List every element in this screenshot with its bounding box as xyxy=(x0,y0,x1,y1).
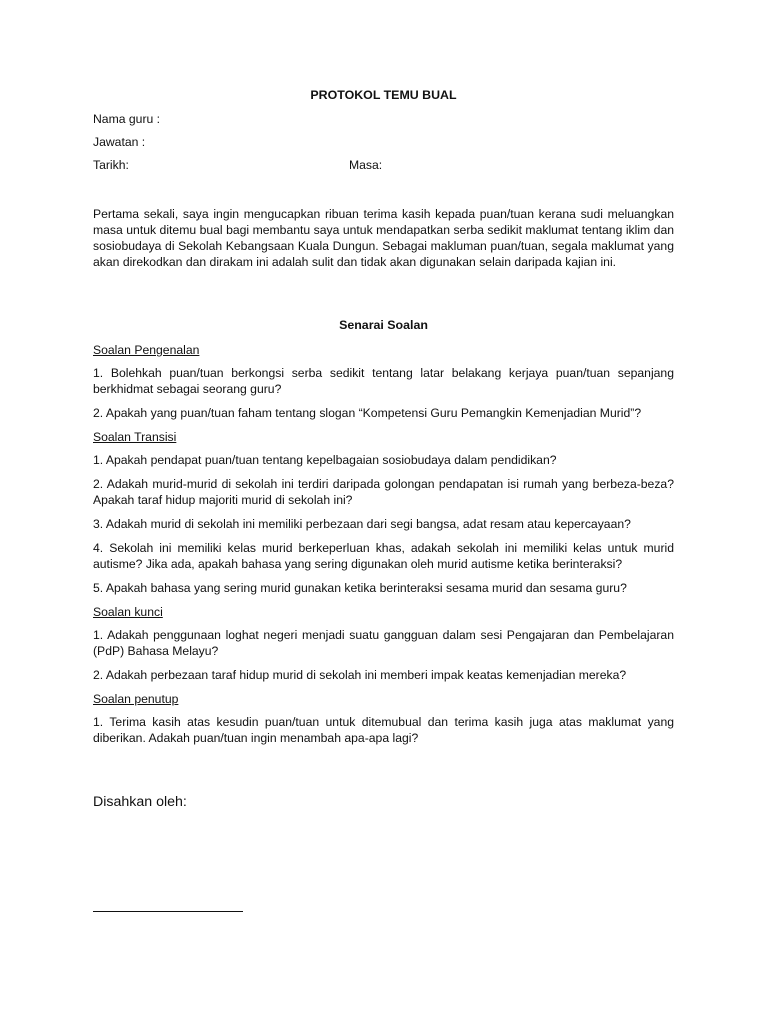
question-item: 1. Bolehkah puan/tuan berkongsi serba sedikit tentang latar belakang kerjaya puan/tuan sepanjang berkhidmat sebagai seorang guru? xyxy=(93,366,674,396)
section-penutup xyxy=(93,691,674,746)
question-sections xyxy=(93,342,674,754)
section-heading: Soalan Pengenalan xyxy=(93,343,200,357)
question-item: 1. Adakah penggunaan loghat negeri menjadi suatu gangguan dalam sesi Pengajaran dan Pembelajaran (PdP) Bahasa Melayu? xyxy=(93,628,674,658)
section-transisi xyxy=(93,429,674,596)
field-jawatan: Jawatan : xyxy=(93,135,146,149)
section-kunci xyxy=(93,604,674,683)
question-item: 3. Adakah murid di sekolah ini memiliki perbezaan dari segi bangsa, adat resam atau kepercayaan? xyxy=(93,517,631,531)
question-item: 2. Adakah perbezaan taraf hidup murid di sekolah ini memberi impak keatas kemenjadian mereka? xyxy=(93,668,627,682)
signature-label: Disahkan oleh: xyxy=(93,794,187,810)
question-list-title: Senarai Soalan xyxy=(339,318,428,332)
section-pengenalan xyxy=(93,342,674,421)
signature-line xyxy=(93,911,243,912)
question-item: 1. Terima kasih atas kesudin puan/tuan untuk ditemubual dan terima kasih juga atas maklumat yang diberikan. Adakah puan/tuan ingin menambah apa-apa lagi? xyxy=(93,715,674,745)
field-tarikh: Tarikh: xyxy=(93,158,129,172)
question-item: 1. Apakah pendapat puan/tuan tentang kepelbagaian sosiobudaya dalam pendidikan? xyxy=(93,453,557,467)
section-heading: Soalan kunci xyxy=(93,605,163,619)
question-item: 5. Apakah bahasa yang sering murid gunakan ketika berinteraksi sesama murid dan sesama guru? xyxy=(93,581,627,595)
field-nama-guru: Nama guru : xyxy=(93,112,161,126)
section-heading: Soalan Transisi xyxy=(93,430,177,444)
field-masa: Masa: xyxy=(349,158,383,172)
document-page xyxy=(93,0,674,1024)
question-item: 2. Apakah yang puan/tuan faham tentang slogan “Kompetensi Guru Pemangkin Kemenjadian Murid”? xyxy=(93,406,642,420)
document-title: PROTOKOL TEMU BUAL xyxy=(310,88,457,102)
question-item: 2. Adakah murid-murid di sekolah ini terdiri daripada golongan pendapatan isi rumah yang berbeza-beza? Apakah taraf hidup majoriti murid di sekolah ini? xyxy=(93,477,674,507)
section-heading: Soalan penutup xyxy=(93,692,179,706)
intro-paragraph: Pertama sekali, saya ingin mengucapkan ribuan terima kasih kepada puan/tuan kerana sudi meluangkan masa untuk ditemu bual bagi membantu saya untuk mendapatkan serba sedikit maklumat tentang iklim dan sosiobudaya di Sekolah Kebangsaan Kuala Dungun. Sebagai makluman puan/tuan, segala maklumat yang akan direkodkan dan dirakam ini adalah sulit dan tidak akan digunakan selain daripada kajian ini. xyxy=(93,207,674,269)
question-item: 4. Sekolah ini memiliki kelas murid berkeperluan khas, adakah sekolah ini memiliki kelas untuk murid autisme? Jika ada, apakah bahasa yang sering digunakan oleh murid autisme ketika berinteraksi? xyxy=(93,541,674,571)
